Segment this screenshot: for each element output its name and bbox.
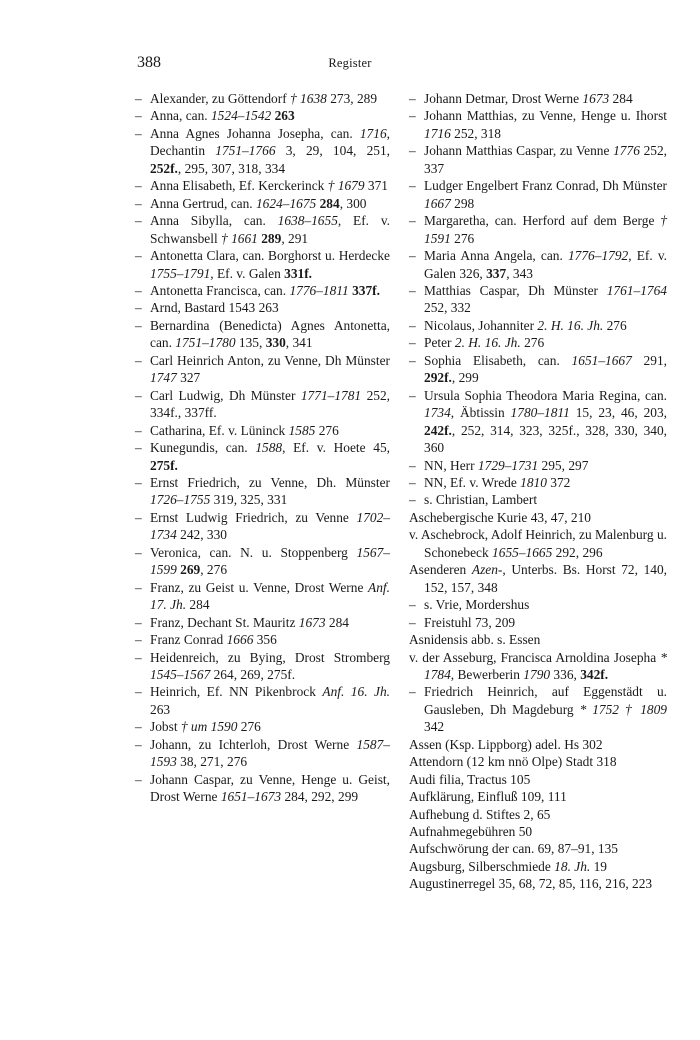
- entry-text: * 1784: [424, 649, 667, 682]
- entry-text: 242f.: [424, 422, 452, 438]
- entry-text: 276: [237, 719, 261, 735]
- index-subentry: [135, 439, 390, 474]
- entry-text: 330: [265, 335, 286, 351]
- entry-text: 284, 292, 299: [281, 789, 359, 805]
- entry-text: 242, 330: [176, 527, 227, 543]
- index-entry: [409, 631, 667, 648]
- index-subentry: [409, 491, 667, 508]
- entry-text: Matthias Caspar, Dh Münster: [424, 282, 607, 298]
- index-entry: [409, 509, 667, 526]
- entry-text: 135,: [235, 335, 266, 351]
- entry-text: Antonetta Francisca, can.: [150, 282, 290, 298]
- entry-text: 1666: [226, 632, 254, 648]
- index-subentry: [135, 771, 390, 806]
- entry-text: Ernst Friedrich, zu Venne, Dh. Münster: [150, 474, 390, 490]
- entry-text: 337f.: [352, 282, 380, 298]
- index-subentry: [409, 474, 667, 491]
- entry-text: 276: [520, 335, 545, 351]
- entry-text: Freistuhl 73, 209: [424, 614, 516, 630]
- entry-text: Attendorn (12 km nnö Olpe) Stadt 318: [409, 754, 617, 770]
- entry-text: Augsburg, Silberschmiede: [409, 858, 555, 874]
- entry-text: , Ef. v. Galen: [210, 265, 285, 281]
- entry-text: 342f.: [580, 666, 609, 682]
- index-entry: [409, 840, 667, 857]
- index-subentry: [135, 474, 390, 509]
- entry-text: Johann Detmar, Drost Werne: [424, 91, 583, 106]
- index-entry: [409, 771, 667, 788]
- entry-text: Jobst: [150, 719, 181, 735]
- index-entry: [409, 526, 667, 561]
- entry-text: 1655–1665: [492, 544, 553, 560]
- entry-text: 291,: [631, 352, 667, 368]
- entry-text: 38, 271, 276: [176, 754, 248, 770]
- entry-text: † um 1590: [180, 719, 238, 735]
- entry-text: 1776–1811: [289, 282, 349, 298]
- entry-text: † 1679: [327, 178, 365, 194]
- entry-text: , 276: [200, 562, 228, 578]
- entry-text: 252f.: [150, 160, 178, 176]
- entry-text: Anna, can.: [150, 108, 211, 124]
- entry-text: Antonetta Clara, can. Borghorst u. Herdecke: [150, 248, 390, 264]
- entry-text: Arnd, Bastard 1543 263: [150, 300, 279, 316]
- entry-text: 292f.: [424, 370, 452, 386]
- entry-text: 1587–1593: [150, 736, 390, 770]
- index-subentry: [135, 631, 390, 648]
- entry-text: , 299: [451, 370, 479, 386]
- index-subentry: [409, 334, 667, 351]
- entry-text: Nicolaus, Johanniter: [424, 317, 538, 333]
- entry-text: , Ef. v. Galen 326,: [424, 248, 667, 281]
- entry-text: Ludger Engelbert Franz Conrad, Dh Münster: [424, 178, 667, 194]
- index-subentry: [135, 212, 390, 247]
- entry-text: 1588: [255, 440, 283, 456]
- entry-text: Anf. 16. Jh.: [322, 684, 390, 700]
- index-subentry: [135, 352, 390, 387]
- entry-text: Anf. 17. Jh.: [150, 579, 390, 613]
- index-subentry: [135, 317, 390, 352]
- index-subentry: [409, 457, 667, 474]
- entry-text: , Ef. v. Hoete 45,: [282, 440, 390, 456]
- index-subentry: [409, 683, 667, 735]
- entry-text: Assen (Ksp. Lippborg) adel. Hs 302: [409, 736, 603, 752]
- entry-text: 342: [424, 719, 445, 735]
- entry-text: 1751–1780: [175, 335, 236, 351]
- entry-text: 263: [150, 701, 171, 717]
- entry-text: 1702–1734: [150, 509, 390, 543]
- entry-text: 1776–1792: [567, 248, 629, 264]
- entry-text: Bernardina (Benedicta) Agnes Antonetta, can.: [150, 317, 390, 351]
- entry-text: 1651–1673: [220, 789, 282, 805]
- entry-text: 1790: [523, 666, 551, 682]
- entry-text: Anna Sibylla, can.: [150, 213, 278, 229]
- entry-text: Aufklärung, Einfluß 109, 111: [409, 789, 567, 805]
- entry-text: † 1638: [290, 91, 327, 106]
- entry-text: v. Aschebrock, Adolf Heinrich, zu Malenburg u. Schonebeck: [409, 527, 667, 560]
- entry-text: Franz, zu Geist u. Venne, Drost Werne: [150, 579, 369, 595]
- entry-text: Johann Caspar, zu Venne, Henge u. Geist, Drost Werne: [150, 771, 390, 805]
- index-subentry: [135, 177, 390, 194]
- index-subentry: [409, 352, 667, 387]
- index-subentry: [135, 614, 390, 631]
- entry-text: Aufnahmegebühren 50: [409, 824, 533, 840]
- entry-text: 18. Jh.: [554, 858, 591, 874]
- entry-text: 273, 289: [326, 91, 378, 106]
- entry-text: , 341: [285, 335, 313, 351]
- entry-text: Augustinerregel 35, 68, 72, 85, 116, 216, 223: [409, 876, 653, 892]
- entry-text: Asenderen: [409, 562, 472, 578]
- entry-text: , 300: [339, 195, 367, 211]
- index-subentry: [135, 90, 390, 107]
- index-subentry: [135, 125, 390, 177]
- entry-text: 319, 325, 331: [210, 492, 288, 508]
- index-subentry: [409, 247, 667, 282]
- index-subentry: [135, 422, 390, 439]
- entry-text: 1780–1811: [510, 405, 570, 421]
- entry-text: 1751–1766: [215, 143, 276, 159]
- index-entry: [409, 858, 667, 875]
- entry-text: 276: [603, 317, 627, 333]
- index-subentry: [135, 107, 390, 124]
- entry-text: Peter: [424, 335, 455, 351]
- entry-text: 327: [176, 370, 201, 386]
- entry-text: 1545–1567: [150, 666, 211, 682]
- entry-text: Sophia Elisabeth, can.: [424, 352, 572, 368]
- entry-text: , 343: [506, 265, 533, 281]
- index-subentry: [135, 195, 390, 212]
- entry-text: 1667: [424, 195, 451, 211]
- entry-text: 295, 297: [538, 457, 589, 473]
- entry-text: , Bewerberin: [450, 666, 524, 682]
- index-entry: [409, 823, 667, 840]
- entry-text: 298: [450, 195, 475, 211]
- entry-text: s. Christian, Lambert: [424, 492, 538, 508]
- entry-text: Friedrich Heinrich, auf Eggenstädt u. Gausleben, Dh Magdeburg: [424, 684, 667, 717]
- entry-text: Franz Conrad: [150, 632, 227, 648]
- index-subentry: [409, 107, 667, 142]
- index-subentry: [409, 142, 667, 177]
- entry-text: 1673: [298, 614, 326, 630]
- entry-text: Alexander, zu Göttendorf: [150, 91, 291, 106]
- entry-text: 1771–1781: [300, 387, 362, 403]
- entry-text: † 1591: [424, 213, 667, 246]
- index-subentry: [135, 736, 390, 771]
- index-subentry: [135, 509, 390, 544]
- entry-text: 372: [546, 474, 571, 490]
- index-subentry: [135, 247, 390, 282]
- entry-text: 252, 332: [424, 300, 471, 316]
- entry-text: Anna Elisabeth, Ef. Kerckerinck: [150, 178, 328, 194]
- entry-text: 252, 318: [450, 125, 501, 141]
- entry-text: 284: [609, 91, 633, 106]
- entry-text: Carl Heinrich Anton, zu Venne, Dh Münster: [150, 352, 390, 368]
- entry-text: Carl Ludwig, Dh Münster: [150, 387, 301, 403]
- entry-text: 1810: [520, 474, 547, 490]
- entry-text: , 291: [281, 230, 309, 246]
- index-subentry: [409, 177, 667, 212]
- entry-text: 1567–1599: [150, 544, 390, 578]
- entry-text: 292, 296: [552, 544, 603, 560]
- entry-text: 1776: [613, 143, 640, 159]
- entry-text: 269: [180, 562, 201, 578]
- entry-text: v. der Asseburg, Francisca Arnoldina Josepha: [409, 649, 661, 665]
- entry-text: 1651–1667: [571, 352, 632, 368]
- entry-text: 275f.: [150, 457, 178, 473]
- index-subentry: [135, 299, 390, 316]
- index-column-right: [409, 90, 667, 893]
- entry-text: Anna Agnes Johanna Josepha, can.: [150, 125, 360, 141]
- index-subentry: [409, 614, 667, 631]
- entry-text: 252, 337: [424, 143, 668, 176]
- entry-text: 1585: [288, 422, 316, 438]
- entry-text: 1524–1542: [210, 108, 272, 124]
- entry-text: Asnidensis abb. s. Essen: [409, 632, 541, 648]
- index-subentry: [409, 596, 667, 613]
- entry-text: 1624–1675: [255, 195, 317, 211]
- entry-text: 289: [261, 230, 282, 246]
- index-entry: [409, 806, 667, 823]
- entry-text: 19: [590, 858, 607, 874]
- entry-text: Johann Matthias Caspar, zu Venne: [424, 143, 614, 159]
- entry-text: 1761–1764: [606, 282, 667, 298]
- entry-text: Aschebergische Kurie 43, 47, 210: [409, 509, 591, 525]
- entry-text: , Ef. v. Schwansbell: [150, 213, 390, 246]
- entry-text: 356: [253, 632, 277, 648]
- entry-text: s. Vrie, Mordershus: [424, 597, 530, 613]
- entry-text: Johann, zu Ichterloh, Drost Werne: [150, 736, 357, 752]
- entry-text: Maria Anna Angela, can.: [424, 248, 568, 264]
- entry-text: , Unterbs. Bs. Horst 72, 140, 152, 157, 348: [424, 562, 668, 595]
- entry-text: 1638–1655: [277, 213, 338, 229]
- entry-text: 284: [186, 597, 210, 613]
- entry-text: 276: [450, 230, 475, 246]
- entry-text: 331f.: [284, 265, 313, 281]
- entry-text: 1726–1755: [150, 492, 211, 508]
- entry-text: Heidenreich, zu Bying, Drost Stromberg: [150, 649, 390, 665]
- index-entry: [409, 788, 667, 805]
- entry-text: 276: [315, 422, 339, 438]
- index-subentry: [409, 387, 667, 457]
- entry-text: 1729–1731: [477, 457, 539, 473]
- entry-text: Ernst Ludwig Friedrich, zu Venne: [150, 509, 357, 525]
- entry-text: 284: [325, 614, 349, 630]
- entry-text: 264, 269, 275f.: [210, 666, 296, 682]
- entry-text: 2. H. 16. Jh.: [537, 317, 604, 333]
- entry-text: * 1752 † 1809: [579, 701, 667, 717]
- page-number: 388: [137, 54, 161, 71]
- entry-text: Anna Gertrud, can.: [150, 195, 256, 211]
- entry-text: Azen-: [471, 562, 503, 578]
- entry-text: 1747: [150, 370, 177, 386]
- entry-text: Audi filia, Tractus 105: [409, 771, 531, 787]
- index-subentry: [409, 90, 667, 107]
- index-subentry: [135, 282, 390, 299]
- index-entry: [409, 875, 667, 892]
- entry-text: 1716: [424, 125, 451, 141]
- entry-text: 1716: [359, 125, 387, 141]
- entry-text: 284: [319, 195, 340, 211]
- entry-text: 336,: [550, 666, 581, 682]
- index-column-left: [135, 90, 390, 806]
- entry-text: NN, Ef. v. Wrede: [424, 474, 521, 490]
- entry-text: 1734: [424, 405, 451, 421]
- entry-text: Franz, Dechant St. Mauritz: [150, 614, 299, 630]
- entry-text: Kunegundis, can.: [150, 440, 256, 456]
- entry-text: , 252, 314, 323, 325f., 328, 330, 340, 360: [424, 422, 667, 456]
- index-subentry: [135, 579, 390, 614]
- index-subentry: [135, 387, 390, 422]
- index-subentry: [409, 317, 667, 334]
- entry-text: 3, 29, 104, 251,: [275, 143, 391, 159]
- running-head: Register: [328, 56, 372, 70]
- entry-text: , 295, 307, 318, 334: [177, 160, 286, 176]
- entry-text: Heinrich, Ef. NN Pikenbrock: [150, 684, 323, 700]
- entry-text: 1673: [582, 91, 610, 106]
- entry-text: 371: [364, 178, 388, 194]
- entry-text: Aufschwörung der can. 69, 87–91, 135: [409, 841, 618, 857]
- entry-text: Ursula Sophia Theodora Maria Regina, can.: [424, 387, 667, 403]
- entry-text: Veronica, can. N. u. Stoppenberg: [150, 544, 357, 560]
- index-subentry: [135, 683, 390, 718]
- index-entry: [409, 736, 667, 753]
- index-subentry: [135, 544, 390, 579]
- index-subentry: [135, 718, 390, 735]
- entry-text: , Dechantin: [150, 125, 390, 159]
- entry-text: NN, Herr: [424, 457, 478, 473]
- index-entry: [409, 649, 667, 684]
- entry-text: 252, 334f., 337ff.: [150, 387, 391, 421]
- entry-text: 337: [486, 265, 507, 281]
- entry-text: 1755–1791: [150, 265, 211, 281]
- entry-text: Aufhebung d. Stiftes 2, 65: [409, 806, 551, 822]
- index-subentry: [409, 212, 667, 247]
- entry-text: Catharina, Ef. v. Lüninck: [150, 422, 289, 438]
- entry-text: 2. H. 16. Jh.: [454, 335, 521, 351]
- index-subentry: [409, 282, 667, 317]
- index-subentry: [135, 649, 390, 684]
- entry-text: , Äbtissin: [450, 405, 511, 421]
- entry-text: † 1661: [221, 230, 258, 246]
- entry-text: Johann Matthias, zu Venne, Henge u. Ihorst: [424, 108, 667, 124]
- entry-text: 263: [274, 108, 295, 124]
- entry-text: 15, 23, 46, 203,: [569, 405, 667, 421]
- index-entry: [409, 561, 667, 596]
- index-entry: [409, 753, 667, 770]
- entry-text: Margaretha, can. Herford auf dem Berge: [424, 213, 661, 229]
